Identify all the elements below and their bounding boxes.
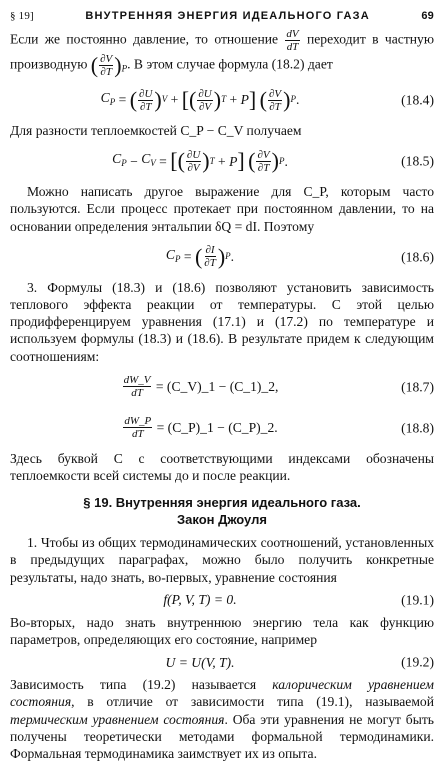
equation-18-7 <box>10 368 434 406</box>
eq188-den: dT <box>131 428 144 441</box>
running-header <box>10 8 434 28</box>
p1-text-b: переходит в частную производную <box>10 31 434 72</box>
paragraph-7: Во-вторых, надо знать внутреннюю энергию тела как функцию параметров, определяющих его состояние, например <box>10 614 434 648</box>
p8-emphasis-2: термическим уравнением состояния <box>10 711 225 727</box>
p8-text-a: Зависимость типа (19.2) называется <box>10 677 273 693</box>
equation-19-2 <box>10 651 434 673</box>
eq-tag-18-6: (18.6) <box>401 249 434 265</box>
paragraph-6: 1. Чтобы из общих термодинамических соотношений, установленных в предыдущих параграфах, можно было получить конкретные результаты, надо знать, во-первых, уравнение состояния <box>10 535 434 585</box>
p1-text-a: Если же постоянно давление, то отношение <box>10 31 285 47</box>
section-heading-line-1: § 19. Внутренняя энергия идеального газа. <box>83 495 361 511</box>
paragraph-1: Если же постоянно давление, то отношение $\frac{dV}{dT}$ переходит в частную производную ( $\frac{\partial V}{\partial T}$ )$_P$. В этом случае формула (18.2) дает <box>10 28 434 78</box>
eq191-expr: f(P, V, T) = 0. <box>163 592 237 608</box>
eq192-expr: U = U(V, T). <box>165 654 235 670</box>
eq-tag-18-5: (18.5) <box>401 153 434 169</box>
eq-tag-19-1: (19.1) <box>401 592 434 608</box>
section-heading-line-2: Закон Джоуля <box>177 512 267 528</box>
eq187-num: dW_V <box>123 374 151 387</box>
equation-18-6: $C_P$ = ( $\frac{\partial I}{\partial T}$ ) P . (18.6) <box>165 243 434 270</box>
eq188-rhs: = (C_P)_1 − (C_P)_2. <box>156 420 278 436</box>
frac-den: dT <box>286 41 299 53</box>
eq-tag-18-4: (18.4) <box>401 92 434 108</box>
p8-text-c: . Оба эти уравнения не могут быть получены теоретически методами формальной термодинамики. Формальная термодинамика заимствует их из опыта. <box>10 711 434 762</box>
paragraph-4: 3. Формулы (18.3) и (18.6) позволяют установить зависимость теплового эффекта реакции от температуры. С этой целью продифференцируем уравнения (17.1) и (17.2) по температуре и используем формулы (18.3) и (18.6). В результате придем к следующим соотношениям: <box>10 279 434 364</box>
p1-text-c: . В этом случае формула (18.2) дает <box>127 56 333 72</box>
paragraph-3: Можно написать другое выражение для C_P, которым часто пользуются. Если процесс протекает при постоянном давлении, то на основании определения энтальпии δQ = dI. Поэтому <box>10 184 434 234</box>
eq187-den: dT <box>131 387 143 400</box>
eq187-rhs: = (C_V)_1 − (C_1)_2, <box>155 379 279 395</box>
eq-tag-19-2: (19.2) <box>401 654 434 670</box>
fraction-dv-dt <box>285 28 299 53</box>
eq-tag-18-8: (18.8) <box>401 420 434 436</box>
eq188-num: dW_P <box>124 415 152 428</box>
page-number: 69 <box>421 10 434 22</box>
equation-18-8 <box>10 409 434 447</box>
eq-tag-18-7: (18.7) <box>401 379 434 395</box>
equation-18-5: $C_P$ − $C_V$ = [ ( $\frac{\partial U}{\partial V}$ ) T + P ] ( $\frac{\partial V}{\partial T}$ ) P . (18.5) <box>112 148 434 174</box>
paragraph-2: Для разности теплоемкостей C_P − C_V получаем <box>10 123 302 138</box>
p8-text-b: , в отличие от зависимости типа (19.1), называемой <box>71 694 434 710</box>
header-section: § 19] <box>10 10 34 22</box>
header-title: ВНУТРЕННЯЯ ЭНЕРГИЯ ИДЕАЛЬНОГО ГАЗА <box>85 10 370 22</box>
paragraph-5: Здесь буквой C с соответствующими индексами обозначены теплоемкости всей системы до и после реакции. <box>10 450 434 484</box>
frac-num: dV <box>286 28 299 40</box>
equation-18-4: $C_P$ = ( $\frac{\partial U}{\partial T}$ ) V + [ ( $\frac{\partial U}{\partial V}$ ) T + P ] ( $\frac{\partial V}{\partial T}$ ) P . (18.4) <box>100 87 434 113</box>
paragraph-8 <box>10 676 434 762</box>
p8-emphasis-1: калорическим уравнением состояния <box>10 677 434 710</box>
equation-19-1 <box>10 589 434 611</box>
section-heading <box>10 494 434 528</box>
